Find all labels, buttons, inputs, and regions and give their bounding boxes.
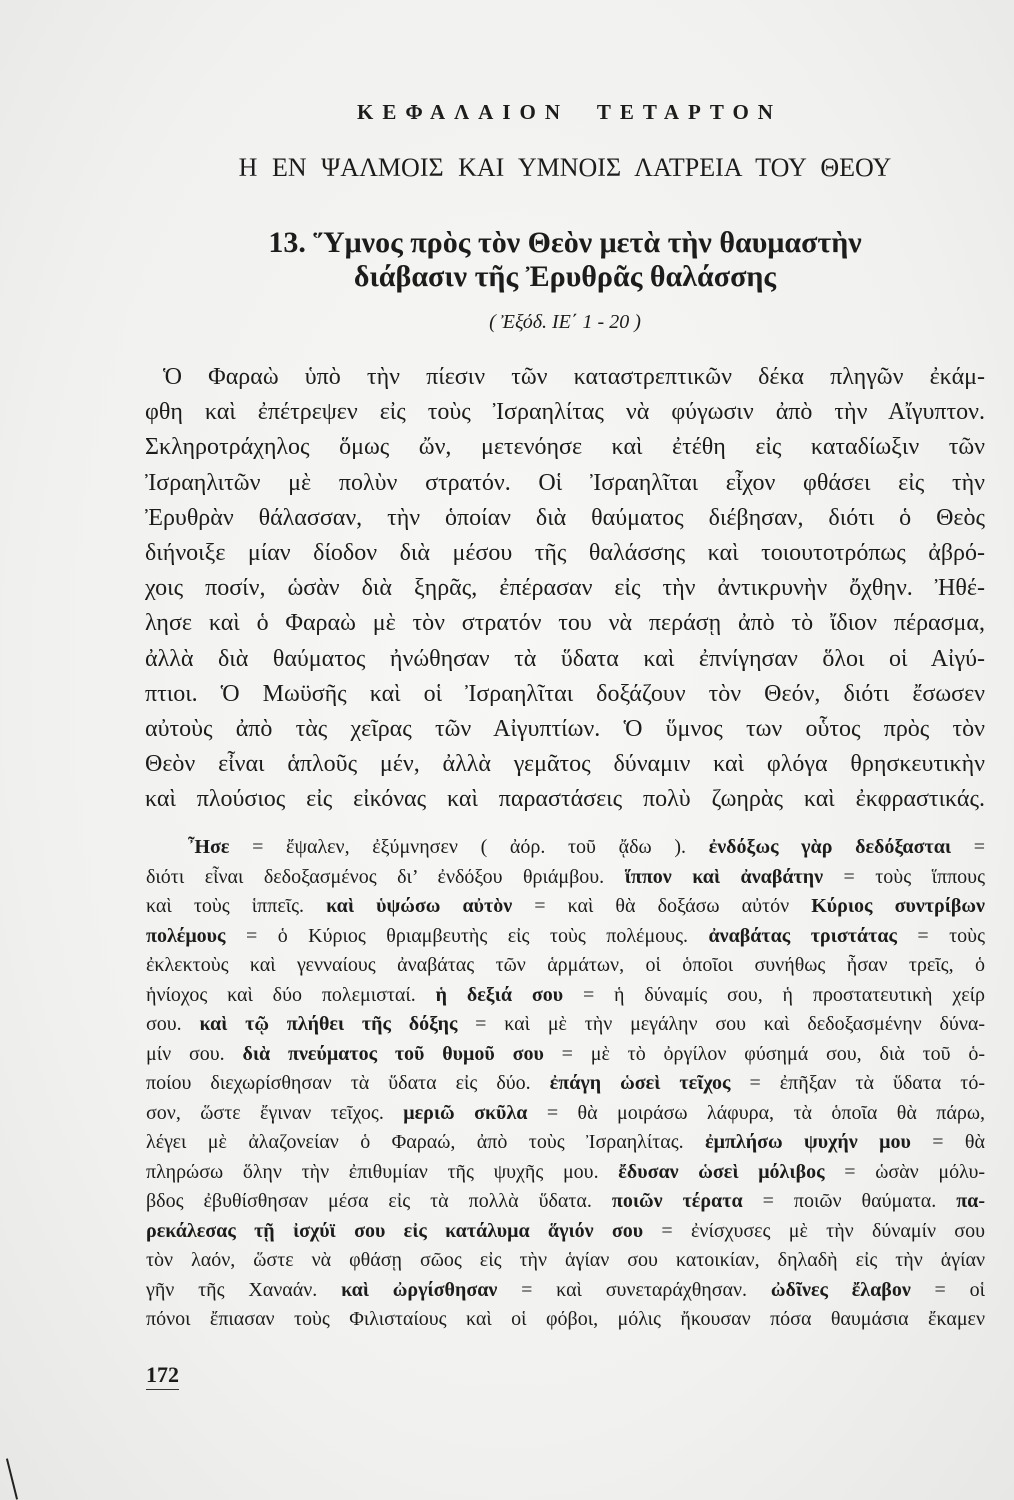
note-term: ἐμπλήσω ψυχήν μου [705, 1131, 911, 1153]
note-gloss: τὸν λαόν, ὥστε νὰ φθάσῃ σῶος εἰς τὴν ἁγίαν σου κατοικίαν, δηλαδὴ εἰς τὴν ἁγίαν [146, 1249, 985, 1271]
scripture-reference: ( Ἐξόδ. ΙΕ΄ 1 - 20 ) [489, 311, 641, 333]
note-term: ποιῶν τέρατα [611, 1190, 743, 1212]
note-gloss: λέγει μὲ ἀλαζονείαν ὁ Φαραώ, ἀπὸ τοὺς Ἰσραηλίτας. [146, 1131, 706, 1153]
note-line [146, 1276, 985, 1306]
section-title-line: Ὕμνος πρὸς τὸν Θεὸν μετὰ τὴν θαυμαστὴν [313, 226, 862, 259]
note-term: μεριῶ σκῦλα [403, 1101, 528, 1124]
note-gloss: = ἐνίσχυσες μὲ τὴν δύναμίν σου [643, 1219, 985, 1242]
body-line: αὐτοὺς ἀπὸ τὰς χεῖρας τῶν Αἰγυπτίων. Ὁ ὕμνος των οὗτος πρὸς τὸν [145, 716, 985, 743]
note-gloss: = θὰ [910, 1131, 985, 1153]
note-line [146, 863, 985, 893]
note-gloss: βδος ἐβυθίσθησαν μέσα εἰς τὰ πολλὰ ὕδατα. [146, 1190, 612, 1212]
note-term: ρεκάλεσας τῇ ἰσχύϊ σου εἰς κατάλυμα ἅγιόν σου [146, 1219, 644, 1242]
note-term: ἀναβάτας τριστάτας [708, 924, 897, 947]
note-term: ἐπάγη ὡσεὶ τεῖχος [549, 1072, 731, 1094]
note-gloss: = μὲ τὸ ὀργίλον φύσημά σου, διὰ τοῦ ὁ- [543, 1042, 985, 1065]
note-line [146, 1158, 985, 1188]
note-line [146, 1010, 985, 1040]
body-line: χοις ποσίν, ὡσὰν διὰ ξηρᾶς, ἐπέρασαν εἰς τὴν ἀντικρυνὴν ὄχθην. Ἠθέ- [145, 575, 985, 602]
note-gloss: πληρώσω ὅλην τὴν ἐπιθυμίαν τῆς ψυχῆς μου. [146, 1160, 619, 1183]
scan-mark [6, 1458, 18, 1499]
note-line [146, 892, 985, 922]
note-gloss: = ὁ Κύριος θριαμβευτὴς εἰς τοὺς πολέμους. [225, 924, 709, 947]
note-gloss: = τοὺς ἵππους [823, 865, 986, 888]
note-gloss: = ἡ δύναμίς σου, ἡ προστατευτικὴ χείρ [563, 983, 985, 1006]
note-gloss: σον, ὥστε ἔγιναν τεῖχος. [146, 1101, 404, 1124]
note-gloss: = καὶ θὰ δοξάσω αὐτόν [512, 895, 812, 917]
note-gloss: ἐκλεκτοὺς καὶ γενναίους ἀναβάτας τῶν ἁρμάτων, οἱ ὁποῖοι συνήθως ἦσαν τρεῖς, ὁ [146, 954, 985, 976]
note-gloss: ἡνίοχος καὶ δύο πολεμισταί. [146, 983, 436, 1006]
chapter-label: ΚΕΦΑΛΑΙΟΝ ΤΕΤΑΡΤΟΝ [357, 100, 782, 124]
note-line [146, 1246, 985, 1276]
note-line [146, 922, 985, 952]
note-gloss: διότι εἶναι δεδοξασμένος δι’ ἐνδόξου θριάμβου. [146, 865, 625, 888]
note-term: ἡ δεξιά σου [435, 983, 564, 1006]
note-line [146, 981, 985, 1011]
section-title-line: διάβασιν τῆς Ἐρυθρᾶς θαλάσσης [353, 260, 777, 293]
note-gloss: = θὰ μοιράσω λάφυρα, τὰ ὁποῖα θὰ πάρω, [527, 1101, 985, 1124]
note-gloss: = καὶ μὲ τὴν μεγάλην σου καὶ δεδοξασμένην δύνα- [457, 1013, 986, 1035]
note-gloss: = [951, 836, 986, 858]
note-line [146, 951, 985, 981]
note-term: ὠδῖνες ἔλαβον [770, 1278, 911, 1301]
note-term: καὶ τῷ πλήθει τῆς δόξης [199, 1013, 458, 1035]
note-gloss: ποίου διεχωρίσθησαν τὰ ὕδατα εἰς δύο. [146, 1072, 550, 1094]
section-heading [145, 226, 985, 260]
body-line: Ὁ Φαραὼ ὑπὸ τὴν πίεσιν τῶν καταστρεπτικῶν δέκα πληγῶν ἐκάμ- [163, 364, 985, 390]
note-term: Ἦσε [188, 836, 230, 858]
body-line: ἀλλὰ διὰ θαύματος ἠνώθησαν τὰ ὕδατα καὶ ἐπνίγησαν ὅλοι οἱ Αἰγύ- [145, 645, 985, 672]
note-gloss: = ὡσὰν μόλυ- [824, 1160, 986, 1183]
note-term: Κύριος συντρίβων [811, 895, 985, 917]
note-gloss: = οἱ [910, 1278, 986, 1301]
note-term: καὶ ὠργίσθησαν [341, 1278, 498, 1301]
note-gloss: = καὶ συνεταράχθησαν. [497, 1278, 771, 1301]
note-gloss: πόνοι ἔπιασαν τοὺς Φιλισταίους καὶ οἱ φόβοι, μόλις ἤκουσαν πόσα θαυμάσια ἔκαμεν [146, 1308, 985, 1330]
note-gloss: = ποιῶν θαύματα. [742, 1190, 957, 1212]
note-gloss: γῆν τῆς Χαναάν. [146, 1278, 342, 1301]
note-line [146, 1217, 985, 1247]
body-line: φθη καὶ ἐπέτρεψεν εἰς τοὺς Ἰσραηλίτας νὰ φύγωσιν ἀπὸ τὴν Αἴγυπτον. [145, 399, 985, 426]
body-line: Σκληροτράχηλος ὅμως ὤν, μετενόησε καὶ ἐτέθη εἰς καταδίωξιν τῶν [145, 434, 985, 461]
page-number: 172 [146, 1362, 179, 1390]
note-gloss: καὶ τοὺς ἱππεῖς. [146, 895, 327, 917]
section-number: 13. [268, 226, 306, 259]
note-term: διὰ πνεύματος τοῦ θυμοῦ σου [242, 1042, 544, 1065]
note-line [146, 1128, 985, 1158]
body-line: καὶ πλούσιος εἰς εἰκόνας καὶ παραστάσεις πολὺ ζωηρὰς καὶ ἐκφραστικάς. [145, 786, 985, 813]
note-gloss: = ἐπῆξαν τὰ ὕδατα τό- [730, 1072, 986, 1094]
note-line [146, 1305, 985, 1335]
glossary-notes [146, 833, 985, 1335]
body-line: Θεὸν εἶναι ἁπλοῦς μέν, ἀλλὰ γεμᾶτος δύναμιν καὶ φλόγα θρησκευτικὴν [145, 751, 985, 778]
note-term: πα- [956, 1190, 985, 1212]
body-line: λησε καὶ ὁ Φαραὼ μὲ τὸν στρατόν του νὰ περάσῃ ἀπὸ τὸ ἴδιον πέρασμα, [145, 610, 985, 637]
note-gloss: = τοὺς [896, 924, 985, 947]
note-line [146, 1099, 985, 1129]
note-line [146, 1069, 985, 1099]
body-paragraph [145, 360, 985, 818]
note-term: καὶ ὑψώσω αὐτὸν [326, 895, 513, 917]
body-line: πτιοι. Ὁ Μωϋσῆς καὶ οἱ Ἰσραηλῖται δοξάζουν τὸν Θεόν, διότι ἔσωσεν [145, 680, 985, 707]
chapter-subtitle: Η ΕΝ ΨΑΛΜΟΙΣ ΚΑΙ ΥΜΝΟΙΣ ΛΑΤΡΕΙΑ ΤΟΥ ΘΕΟΥ [238, 153, 892, 182]
note-term: ἐνδόξως γὰρ δεδόξασται [708, 836, 952, 858]
body-line: διήνοιξε μίαν δίοδον διὰ μέσου τῆς θαλάσσης καὶ τοιουτοτρόπως ἀβρό- [145, 540, 985, 567]
note-line [188, 833, 985, 863]
note-term: ἵππον καὶ ἀναβάτην [624, 865, 824, 888]
body-line: Ἰσραηλιτῶν μὲ πολὺν στρατόν. Οἱ Ἰσραηλῖται εἶχον φθάσει εἰς τὴν [145, 469, 985, 496]
note-line [146, 1040, 985, 1070]
note-term: πολέμους [146, 924, 226, 947]
note-gloss: μίν σου. [146, 1042, 243, 1065]
note-term: ἔδυσαν ὡσεὶ μόλιβος [618, 1160, 825, 1183]
body-line: Ἐρυθρὰν θάλασσαν, τὴν ὁποίαν διὰ θαύματος διέβησαν, διότι ὁ Θεὸς [145, 504, 985, 531]
note-line [146, 1187, 985, 1217]
note-gloss: = ἔψαλεν, ἐξύμνησεν ( ἀόρ. τοῦ ᾄδω ). [229, 836, 709, 858]
note-gloss: σου. [146, 1013, 200, 1035]
